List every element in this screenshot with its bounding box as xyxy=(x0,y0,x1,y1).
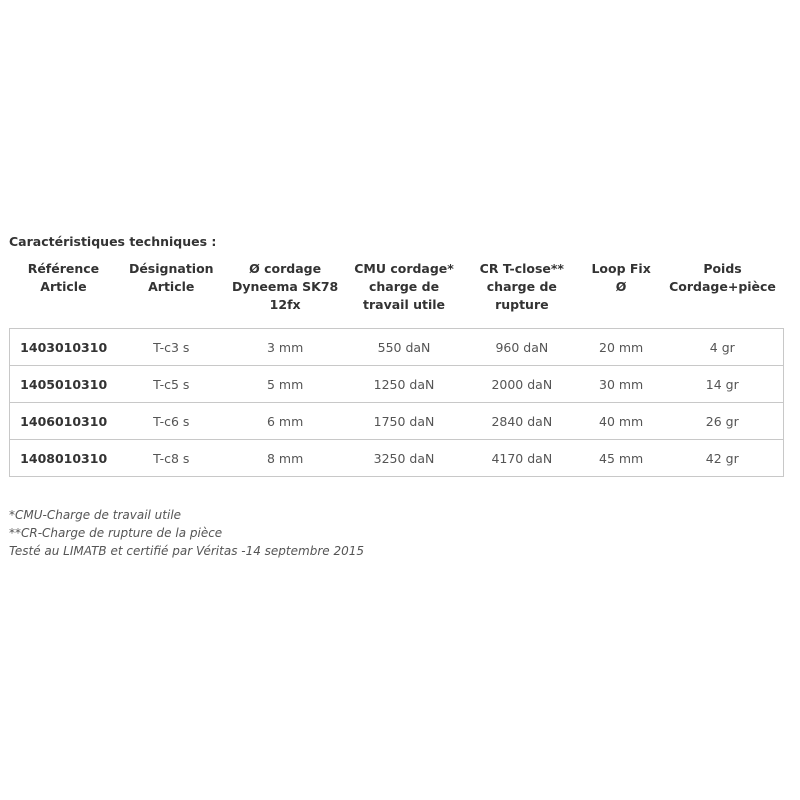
cell-cmu: 1250 daN xyxy=(345,366,463,403)
cell-designation: T-c6 s xyxy=(117,403,225,440)
cell-rope-diameter: 3 mm xyxy=(225,329,345,366)
cell-reference: 1405010310 xyxy=(10,366,118,403)
footnote-certification: Testé au LIMATB et certifié par Véritas -14 septembre 2015 xyxy=(9,544,364,558)
header-cr: CR T-close** charge de rupture xyxy=(479,261,564,312)
section-title: Caractéristiques techniques : xyxy=(9,234,217,249)
header-loop-fix: Loop Fix Ø xyxy=(591,261,651,294)
cell-cr: 4170 daN xyxy=(463,440,581,477)
header-rope-diameter: Ø cordage Dyneema SK78 12fx xyxy=(231,261,339,312)
footnotes xyxy=(9,506,364,560)
cell-designation: T-c8 s xyxy=(117,440,225,477)
cell-rope-diameter: 6 mm xyxy=(225,403,345,440)
cell-cr: 960 daN xyxy=(463,329,581,366)
cell-weight: 26 gr xyxy=(662,403,784,440)
cell-cmu: 550 daN xyxy=(345,329,463,366)
cell-designation: T-c3 s xyxy=(117,329,225,366)
table-row xyxy=(10,440,784,477)
cell-cr: 2840 daN xyxy=(463,403,581,440)
footnote-cmu: *CMU-Charge de travail utile xyxy=(9,508,182,522)
cell-weight: 4 gr xyxy=(662,329,784,366)
cell-weight: 42 gr xyxy=(662,440,784,477)
cell-loop-fix: 30 mm xyxy=(581,366,662,403)
specs-table xyxy=(9,260,784,477)
header-designation: Désignation Article xyxy=(128,261,214,294)
cell-cr: 2000 daN xyxy=(463,366,581,403)
cell-loop-fix: 20 mm xyxy=(581,329,662,366)
cell-cmu: 3250 daN xyxy=(345,440,463,477)
header-weight: Poids Cordage+pièce xyxy=(669,261,776,294)
cell-reference: 1406010310 xyxy=(10,403,118,440)
cell-cmu: 1750 daN xyxy=(345,403,463,440)
cell-reference: 1408010310 xyxy=(10,440,118,477)
cell-loop-fix: 40 mm xyxy=(581,403,662,440)
cell-rope-diameter: 8 mm xyxy=(225,440,345,477)
header-cmu: CMU cordage* charge de travail utile xyxy=(354,261,454,312)
cell-rope-diameter: 5 mm xyxy=(225,366,345,403)
footnote-cr: **CR-Charge de rupture de la pièce xyxy=(9,526,223,540)
header-reference: Référence Article xyxy=(27,261,100,294)
table-row xyxy=(10,329,784,366)
table-row xyxy=(10,366,784,403)
cell-reference: 1403010310 xyxy=(10,329,118,366)
table-row xyxy=(10,403,784,440)
cell-weight: 14 gr xyxy=(662,366,784,403)
cell-loop-fix: 45 mm xyxy=(581,440,662,477)
cell-designation: T-c5 s xyxy=(117,366,225,403)
table-header-row xyxy=(10,260,784,329)
